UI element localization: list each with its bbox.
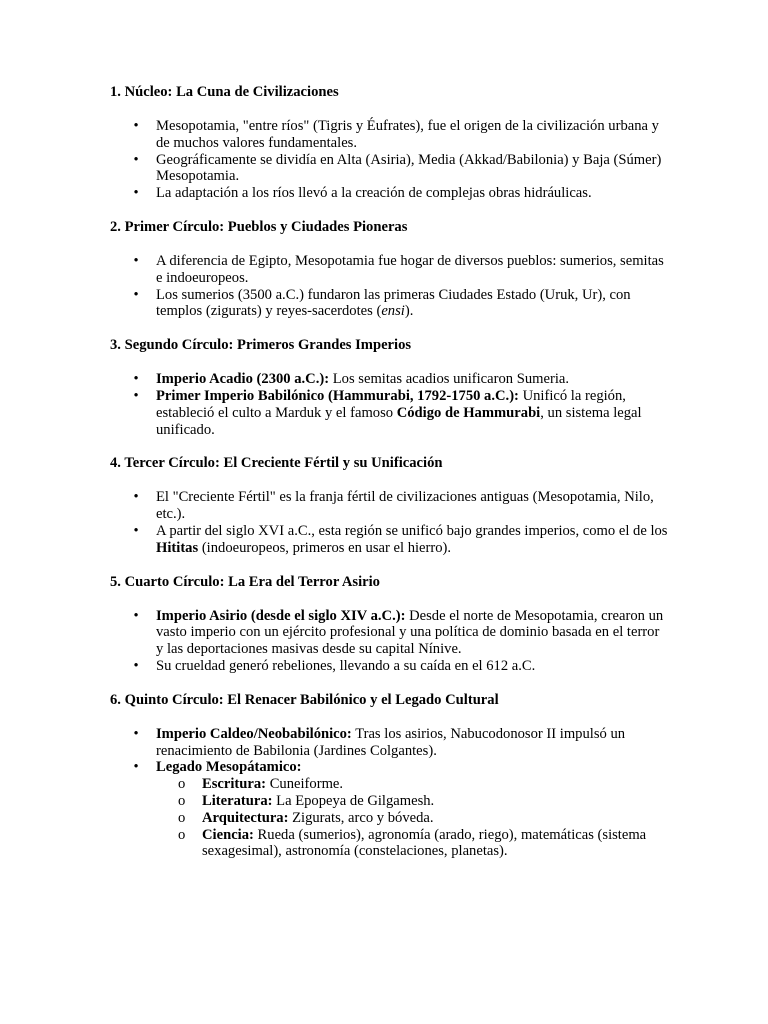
- list-item: [110, 185, 670, 202]
- sub-list-item: [156, 793, 670, 810]
- list-item-bold-text: Imperio Asirio (desde el siglo XIV a.C.):: [156, 607, 406, 624]
- sub-list-item-bold-text: Arquitectura:: [202, 809, 289, 826]
- list-item-text: Los semitas acadios unificaron Sumeria.: [329, 371, 570, 388]
- section-1: [110, 84, 670, 219]
- list-item-bold-text: Hititas: [156, 539, 199, 556]
- sub-list-item-text: Zigurats, arco y bóveda.: [288, 809, 434, 826]
- bullet-icon: •: [133, 657, 139, 674]
- section-heading: 4. Tercer Círculo: El Creciente Fértil y su Unificación: [110, 455, 443, 472]
- list-item-text: Unificó la región, estableció el culto a Marduk y el famoso: [156, 387, 626, 421]
- list-item: [110, 726, 670, 760]
- sub-list-item-text: La Epopeya de Gilgamesh.: [272, 792, 435, 809]
- bullet-icon: •: [133, 522, 139, 539]
- section-heading: 1. Núcleo: La Cuna de Civilizaciones: [110, 84, 339, 100]
- list-item: [110, 608, 670, 658]
- section-heading: 6. Quinto Círculo: El Renacer Babilónico y el Legado Cultural: [110, 691, 499, 708]
- list-item-text: Geográficamente se dividía en Alta (Asiria), Media (Akkad/Babilonia) y Baja (Súmer) Mesopotamia.: [156, 151, 662, 185]
- list-item-text: Desde el norte de Mesopotamia, crearon un vasto imperio con un ejército profesional y una política de dominio basada en el terror y las deportaciones masivas desde su capital Nínive.: [156, 607, 664, 658]
- list-item-text-after: ).: [404, 303, 414, 320]
- bullet-list: [110, 118, 670, 202]
- list-item-italic-text: ensi: [381, 303, 405, 320]
- list-item-bold-text: Código de Hammurabi: [396, 404, 541, 421]
- list-item: [110, 118, 670, 152]
- list-item: [110, 152, 670, 186]
- list-item: [110, 388, 670, 438]
- section-3: [110, 337, 670, 455]
- bullet-icon: •: [133, 118, 139, 134]
- bullet-icon: •: [133, 725, 139, 742]
- bullet-icon: •: [133, 151, 139, 168]
- list-item-text: A diferencia de Egipto, Mesopotamia fue hogar de diversos pueblos: sumerios, semitas e indoeuropeos.: [156, 252, 664, 286]
- section-2: [110, 219, 670, 337]
- sub-list-item-bold-text: Ciencia:: [202, 826, 254, 843]
- list-item-text: Tras los asirios, Nabucodonosor II impulsó un renacimiento de Babilonia (Jardines Colgantes).: [156, 725, 626, 759]
- section-4: [110, 455, 670, 573]
- list-item-text: (indoeuropeos, primeros en usar el hierro).: [198, 539, 452, 556]
- bullet-icon: •: [133, 607, 139, 624]
- section-heading: 2. Primer Círculo: Pueblos y Ciudades Pioneras: [110, 218, 408, 235]
- bullet-icon: •: [133, 759, 139, 776]
- section-heading: 3. Segundo Círculo: Primeros Grandes Imperios: [110, 337, 412, 354]
- sub-list-item-text: Cuneiforme.: [266, 776, 344, 793]
- list-item-text: , un sistema legal unificado.: [156, 404, 642, 438]
- bullet-list: [110, 608, 670, 675]
- section-6: [110, 692, 670, 860]
- circle-bullet-icon: o: [178, 809, 186, 826]
- list-item: [110, 253, 670, 287]
- bullet-list: [110, 489, 670, 556]
- list-item-text: La adaptación a los ríos llevó a la creación de complejas obras hidráulicas.: [156, 185, 592, 202]
- bullet-list: [110, 371, 670, 438]
- list-item-text: Los sumerios (3500 a.C.) fundaron las primeras Ciudades Estado (Uruk, Ur), con templos (zigurats) y reyes-sacerdotes (: [156, 286, 631, 320]
- sub-list: [156, 776, 670, 860]
- circle-bullet-icon: o: [178, 776, 186, 793]
- bullet-icon: •: [133, 252, 139, 269]
- circle-bullet-icon: o: [178, 792, 186, 809]
- bullet-list: [110, 253, 670, 320]
- bullet-icon: •: [133, 371, 139, 388]
- sub-list-item-bold-text: Escritura:: [202, 776, 267, 793]
- bullet-list: [110, 726, 670, 860]
- list-item-text: El "Creciente Fértil" es la franja fértil de civilizaciones antiguas (Mesopotamia, Nilo, etc.).: [156, 489, 654, 523]
- section-5: [110, 574, 670, 692]
- list-item-text: A partir del siglo XVI a.C., esta región se unificó bajo grandes imperios, como el de los: [156, 522, 668, 539]
- list-item: [110, 371, 670, 388]
- document-page: [110, 84, 670, 860]
- sub-list-item-bold-text: Literatura:: [202, 792, 273, 809]
- sub-list-item: [156, 810, 670, 827]
- list-item-bold-text: Imperio Caldeo/Neobabilónico:: [156, 725, 352, 742]
- section-heading: 5. Cuarto Círculo: La Era del Terror Asirio: [110, 573, 380, 590]
- list-item: [110, 287, 670, 321]
- list-item-bold-text: Primer Imperio Babilónico (Hammurabi, 1792-1750 a.C.):: [156, 387, 519, 404]
- list-item: [110, 489, 670, 523]
- sub-list-item: [156, 827, 670, 861]
- bullet-icon: •: [133, 286, 139, 303]
- circle-bullet-icon: o: [178, 826, 186, 843]
- list-item: [110, 759, 670, 860]
- list-item-bold-text: Legado Mesopátamico:: [156, 759, 302, 776]
- bullet-icon: •: [133, 185, 139, 202]
- sub-list-item: [156, 776, 670, 793]
- sub-list-item-text: Rueda (sumerios), agronomía (arado, riego), matemáticas (sistema sexagesimal), astronomía (constelaciones, planetas).: [202, 826, 647, 860]
- list-item-text: Mesopotamia, "entre ríos" (Tigris y Éufrates), fue el origen de la civilización urbana y de muchos valores fundamentales.: [156, 118, 659, 151]
- list-item: [110, 658, 670, 675]
- list-item-bold-text: Imperio Acadio (2300 a.C.):: [156, 371, 330, 388]
- list-item: [110, 523, 670, 557]
- bullet-icon: •: [133, 489, 139, 506]
- bullet-icon: •: [133, 387, 139, 404]
- list-item-text: Su crueldad generó rebeliones, llevando a su caída en el 612 a.C.: [156, 657, 536, 674]
